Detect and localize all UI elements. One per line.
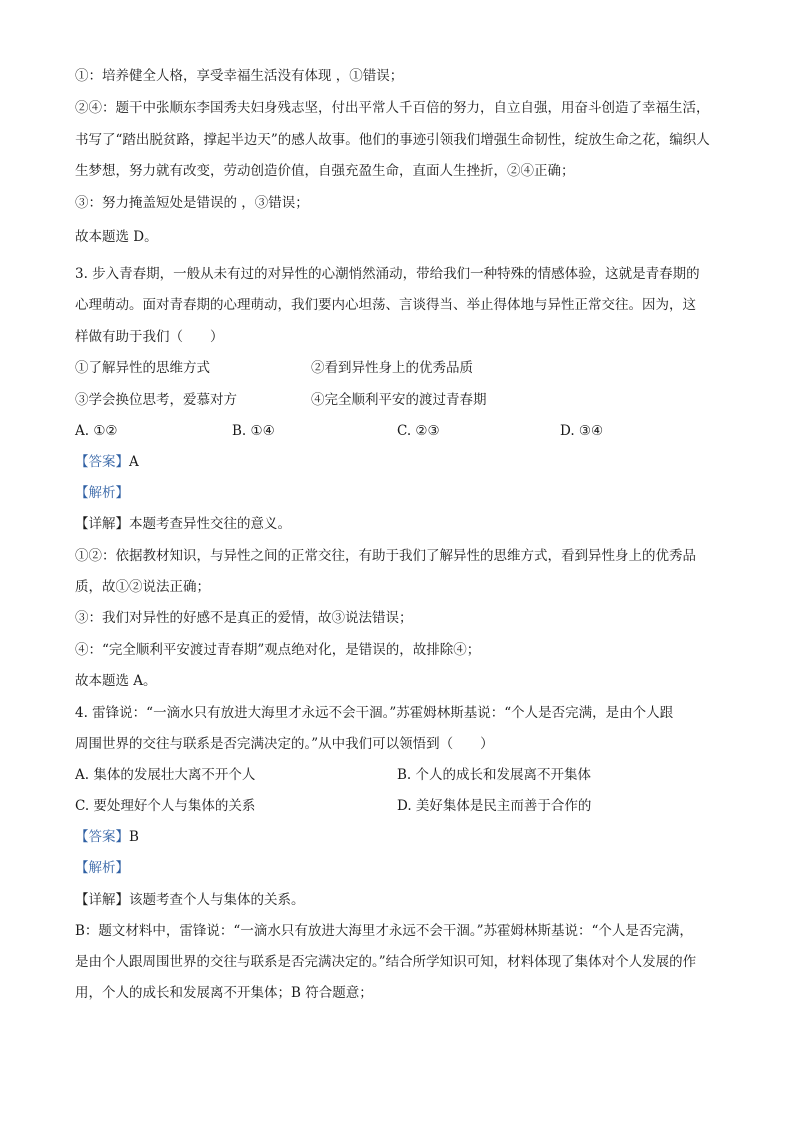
question-4-stem: 4. 雷锋说：“一滴水只有放进大海里才永远不会干涸。”苏霍姆林斯基说：“个人是否完满，是由个人跟 [75,705,674,721]
text-line: ①：培养健全人格，享受幸福生活没有体现 ，①错误； [75,68,404,84]
option-c: C. 要处理好个人与集体的关系 [75,798,256,814]
text-line: 故本题选 D。 [75,229,158,245]
detail-line [75,890,305,910]
answer-value: A [129,454,139,470]
detail-tag: 【详解】 [75,892,129,908]
text-line: ③：我们对异性的好感不是真正的爱情，故③说法错误； [75,610,413,626]
detail-tag: 【详解】 [75,516,129,532]
detail-line [75,514,291,534]
statement-3: ③学会换位思考，爱慕对方 [75,392,237,408]
text-line: 是由个人跟周围世界的交往与联系是否完满决定的。”结合所学知识可知，材料体现了集体对个人发展的作 [75,954,697,970]
question-3-stem: 样做有助于我们（ ） [75,329,224,345]
text-line: 生梦想，努力就有改变，劳动创造价值，自强充盈生命，直面人生挫折，②④正确； [75,163,575,179]
analysis-tag: 【解析】 [75,860,129,876]
statement-1: ①了解异性的思维方式 [75,360,210,376]
text-line: 故本题选 A。 [75,673,157,689]
option-b: B. 个人的成长和发展离不开集体 [397,767,592,783]
answer-line [75,827,139,847]
text-line: ①②：依据教材知识，与异性之间的正常交往，有助于我们了解异性的思维方式，看到异性身上的优秀品 [75,548,696,564]
option-d: D. ③④ [560,423,604,439]
question-3-stem: 心理萌动。面对青春期的心理萌动，我们要内心坦荡、言谈得当、举止得体地与异性正常交往。因为，这 [75,297,696,313]
option-c: C. ②③ [397,423,440,439]
detail-text: 该题考查个人与集体的关系。 [129,892,305,908]
text-line: ②④：题干中张顺东李国秀夫妇身残志坚，付出平常人千百倍的努力，自立自强，用奋斗创造了幸福生活， [75,100,710,116]
option-b: B. ①④ [232,423,275,439]
text-line: ④：“完全顺利平安渡过青春期”观点绝对化，是错误的，故排除④； [75,642,481,658]
question-4-stem: 周围世界的交往与联系是否完满决定的。”从中我们可以领悟到（ ） [75,736,494,752]
answer-tag: 【答案】 [75,829,129,845]
option-a: A. 集体的发展壮大离不开个人 [75,767,256,783]
text-line: ③：努力掩盖短处是错误的 ，③错误； [75,195,309,211]
text-line: 书写了“踏出脱贫路，撑起半边天”的感人故事。他们的事迹引领我们增强生命韧性，绽放生命之花，编织人 [75,132,710,148]
statement-4: ④完全顺利平安的渡过青春期 [311,392,487,408]
answer-value: B [129,829,139,845]
answer-line [75,452,139,472]
question-3-stem: 3. 步入青春期，一般从未有过的对异性的心潮悄然涌动，带给我们一种特殊的情感体验，这就是青春期的 [75,266,700,282]
text-line: B：题文材料中，雷锋说：“一滴水只有放进大海里才永远不会干涸。”苏霍姆林斯基说：“个人是否完满， [75,923,693,939]
analysis-tag: 【解析】 [75,485,129,501]
detail-text: 本题考查异性交往的意义。 [129,516,291,532]
answer-tag: 【答案】 [75,454,129,470]
text-line: 用，个人的成长和发展离不开集体；B 符合题意； [75,985,373,1001]
option-a: A. ①② [75,423,118,439]
statement-2: ②看到异性身上的优秀品质 [311,360,473,376]
option-d: D. 美好集体是民主而善于合作的 [397,798,592,814]
text-line: 质，故①②说法正确； [75,579,210,595]
